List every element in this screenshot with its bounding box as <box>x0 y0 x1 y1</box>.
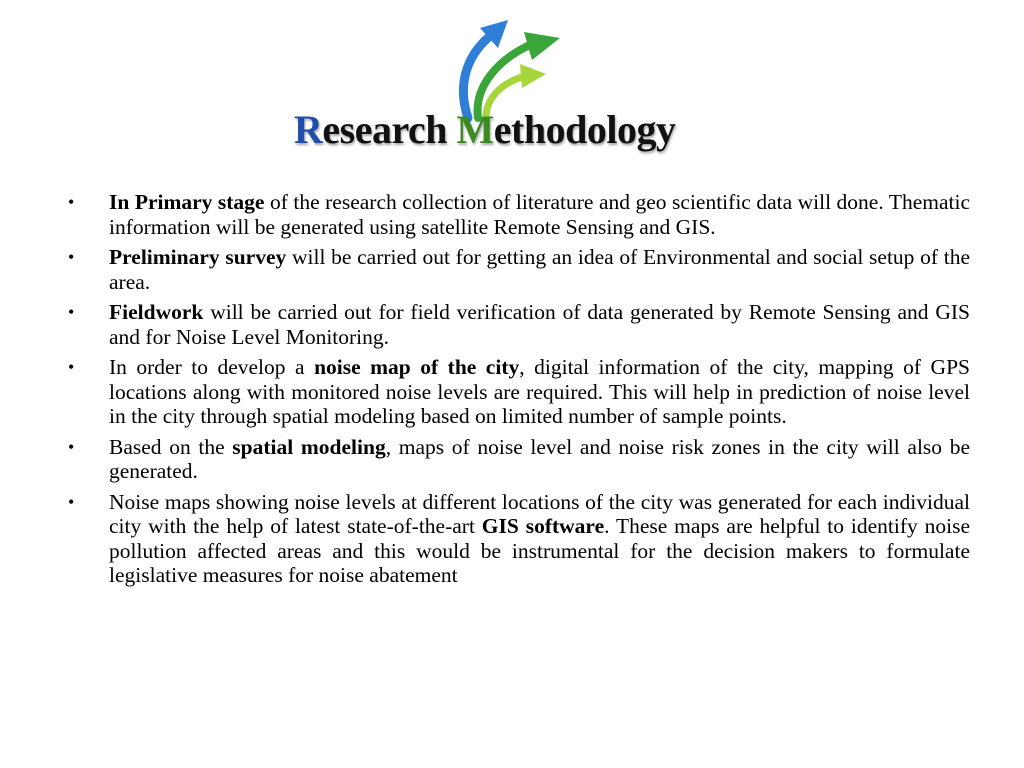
bullet-item-spatial-modeling <box>64 435 970 484</box>
bullet-item-primary-stage <box>64 190 970 239</box>
bullet-text: will be carried out for getting an idea of Environmental and social setup of the area. <box>109 245 970 294</box>
bullet-text: . These maps are helpful to identify noise pollution affected areas and this would be instrumental for the decision makers to formulate legislative measures for noise abatement <box>109 514 970 587</box>
bullet-text-lead: Noise maps showing noise levels at different locations of the city was generated for each individual city with the help of latest state-of-the-art <box>109 489 970 538</box>
logo-initial-r: R <box>294 107 323 152</box>
bullet-bold: Fieldwork <box>109 300 204 324</box>
bullet-item-preliminary-survey <box>64 245 970 294</box>
bullet-item-noise-map <box>64 355 970 429</box>
bullet-item-fieldwork <box>64 300 970 349</box>
bullet-dot: • <box>68 357 75 377</box>
bullet-text: will be carried out for field verification of data generated by Remote Sensing and GIS and for Noise Level Monitoring. <box>109 300 970 349</box>
bullet-dot: • <box>68 247 75 267</box>
bullet-bold: In Primary stage <box>109 190 265 214</box>
bullet-list <box>64 190 970 588</box>
logo-word-ethodology: ethodology <box>493 107 676 152</box>
research-methodology-logo <box>290 18 720 163</box>
bullet-dot: • <box>68 436 75 457</box>
bullet-bold: spatial modeling <box>232 434 386 459</box>
bullet-text: , digital information of the city, mapping of GPS locations along with monitored noise levels are required. This will help in prediction of noise level in the city through spatial modeling based on limited number of sample points. <box>109 355 970 428</box>
bullet-text: of the research collection of literature and geo scientific data will done. Thematic information will be generated using satellite Remote Sensing and GIS. <box>109 190 971 239</box>
bullet-text-lead: In order to develop a <box>109 355 315 379</box>
logo-initial-m: M <box>456 107 494 152</box>
logo-word-esearch: esearch <box>322 107 447 152</box>
slide-content <box>64 190 970 594</box>
logo-wordmark <box>294 106 675 153</box>
bullet-bold: noise map of the city <box>314 355 520 379</box>
bullet-dot: • <box>68 491 75 512</box>
bullet-bold: GIS software <box>481 514 605 538</box>
bullet-text: , maps of noise level and noise risk zones in the city will also be generated. <box>109 434 970 483</box>
bullet-dot: • <box>68 192 75 212</box>
bullet-item-noise-maps <box>64 490 970 588</box>
bullet-text-lead: Based on the <box>109 434 233 459</box>
bullet-bold: Preliminary survey <box>109 245 287 269</box>
bullet-dot: • <box>68 302 75 322</box>
